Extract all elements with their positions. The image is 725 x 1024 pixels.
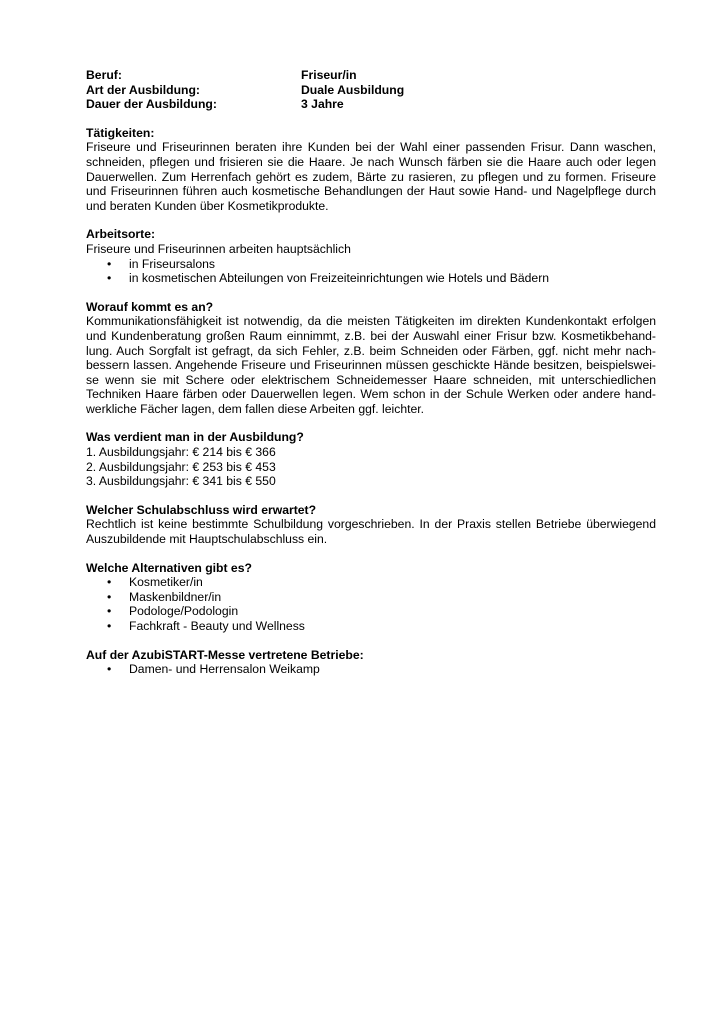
section-heading: Welcher Schulabschluss wird erwartet? <box>86 502 317 517</box>
section-heading: Welche Alternativen gibt es? <box>86 560 252 575</box>
list-item: • Damen- und Herrensalon Weikamp <box>86 662 656 677</box>
list-item: • Podologe/Podologin <box>86 604 656 619</box>
section-verdienst <box>86 430 656 488</box>
meta-value: Duale Ausbildung <box>301 82 405 97</box>
text-line: und Friseurinnen führen auch kosmetische Behandlungen der Haut sowie Hand- und Nagelpflege durch <box>86 184 656 199</box>
section-text <box>86 140 656 213</box>
text-line: Techniken Haare färben oder Dauerwellen legen. Wem schon in der Schule Werken oder andere hand- <box>86 387 656 402</box>
text-line: lung. Auch Sorgfalt ist gefragt, da sich Fehler, z.B. beim Schneiden oder Färben, ggf. nicht mehr nach- <box>86 343 656 358</box>
salary-line: 1. Ausbildungsjahr: € 214 bis € 366 <box>86 445 276 460</box>
section-schulabschluss <box>86 503 656 547</box>
text-line: Kommunikationsfähigkeit ist notwendig, da die meisten Tätigkeiten im direkten Kundenkontakt erfolgen <box>86 314 656 329</box>
meta-row-beruf <box>86 68 656 83</box>
meta-value: 3 Jahre <box>301 97 344 112</box>
meta-label: Beruf: <box>86 68 122 82</box>
bullet-list <box>86 257 656 286</box>
section-heading: Worauf kommt es an? <box>86 299 214 314</box>
document-page <box>86 68 656 677</box>
salary-line: 2. Ausbildungsjahr: € 253 bis € 453 <box>86 459 276 474</box>
list-item: • Kosmetiker/in <box>86 575 656 590</box>
text-line: bessern lassen. Angehende Friseure und Friseurinnen müssen geschickte Hände besitzen, beispielswei- <box>86 358 656 373</box>
text-line: Friseure und Friseurinnen beraten ihre Kunden bei der Wahl einer passenden Frisur. Dann waschen, <box>86 140 656 155</box>
section-alternativen <box>86 561 656 634</box>
meta-row-art <box>86 83 656 98</box>
list-item: • Fachkraft - Beauty und Wellness <box>86 619 656 634</box>
text-line: Rechtlich ist keine bestimmte Schulbildung vorgeschrieben. In der Praxis stellen Betriebe überwiegend <box>86 517 656 532</box>
section-heading: Auf der AzubiSTART-Messe vertretene Betriebe: <box>86 647 364 662</box>
bullet-list <box>86 662 656 677</box>
salary-line: 3. Ausbildungsjahr: € 341 bis € 550 <box>86 474 276 489</box>
list-item: • Maskenbildner/in <box>86 590 656 605</box>
meta-label: Art der Ausbildung: <box>86 82 200 97</box>
meta-row-dauer <box>86 97 656 112</box>
text-line: Dauerwellen. Zum Herrenfach gehört es zudem, Bärte zu rasieren, zu pflegen und zu formen. Friseure <box>86 169 656 184</box>
list-item: • in kosmetischen Abteilungen von Freizeiteinrichtungen wie Hotels und Bädern <box>86 271 656 286</box>
section-text <box>86 517 656 546</box>
section-heading: Was verdient man in der Ausbildung? <box>86 430 304 445</box>
meta-value: Friseur/in <box>301 68 357 82</box>
section-heading: Tätigkeiten: <box>86 125 155 140</box>
text-line: werkliche Fächer lagen, dem fallen diese Arbeiten ggf. leichter. <box>86 401 425 416</box>
list-item: • in Friseursalons <box>86 257 656 272</box>
section-arbeitsorte <box>86 227 656 285</box>
text-line: und beraten Kunden über Kosmetikprodukte. <box>86 198 329 213</box>
section-heading: Arbeitsorte: <box>86 227 156 242</box>
bullet-list <box>86 575 656 633</box>
meta-label: Dauer der Ausbildung: <box>86 97 217 112</box>
section-betriebe <box>86 648 656 677</box>
meta-block <box>86 68 656 112</box>
section-intro: Friseure und Friseurinnen arbeiten hauptsächlich <box>86 241 351 256</box>
text-line: und Kundenberatung großen Raum einnimmt, z.B. bei der Auswahl einer Frisur bzw. Kosmetikbehand- <box>86 328 656 343</box>
section-taetigkeiten <box>86 126 656 214</box>
section-worauf <box>86 300 656 417</box>
section-text <box>86 314 656 416</box>
text-line: schneiden, pflegen und frisieren sie die Haare. Je nach Wunsch färben sie die Haare auch oder legen <box>86 154 656 169</box>
text-line: Auszubildende mit Hauptschulabschluss ein. <box>86 532 328 547</box>
text-line: se wenn sie mit Schere oder elektrischem Schneidemesser Haare schneiden, mit unterschiedlichen <box>86 372 656 387</box>
